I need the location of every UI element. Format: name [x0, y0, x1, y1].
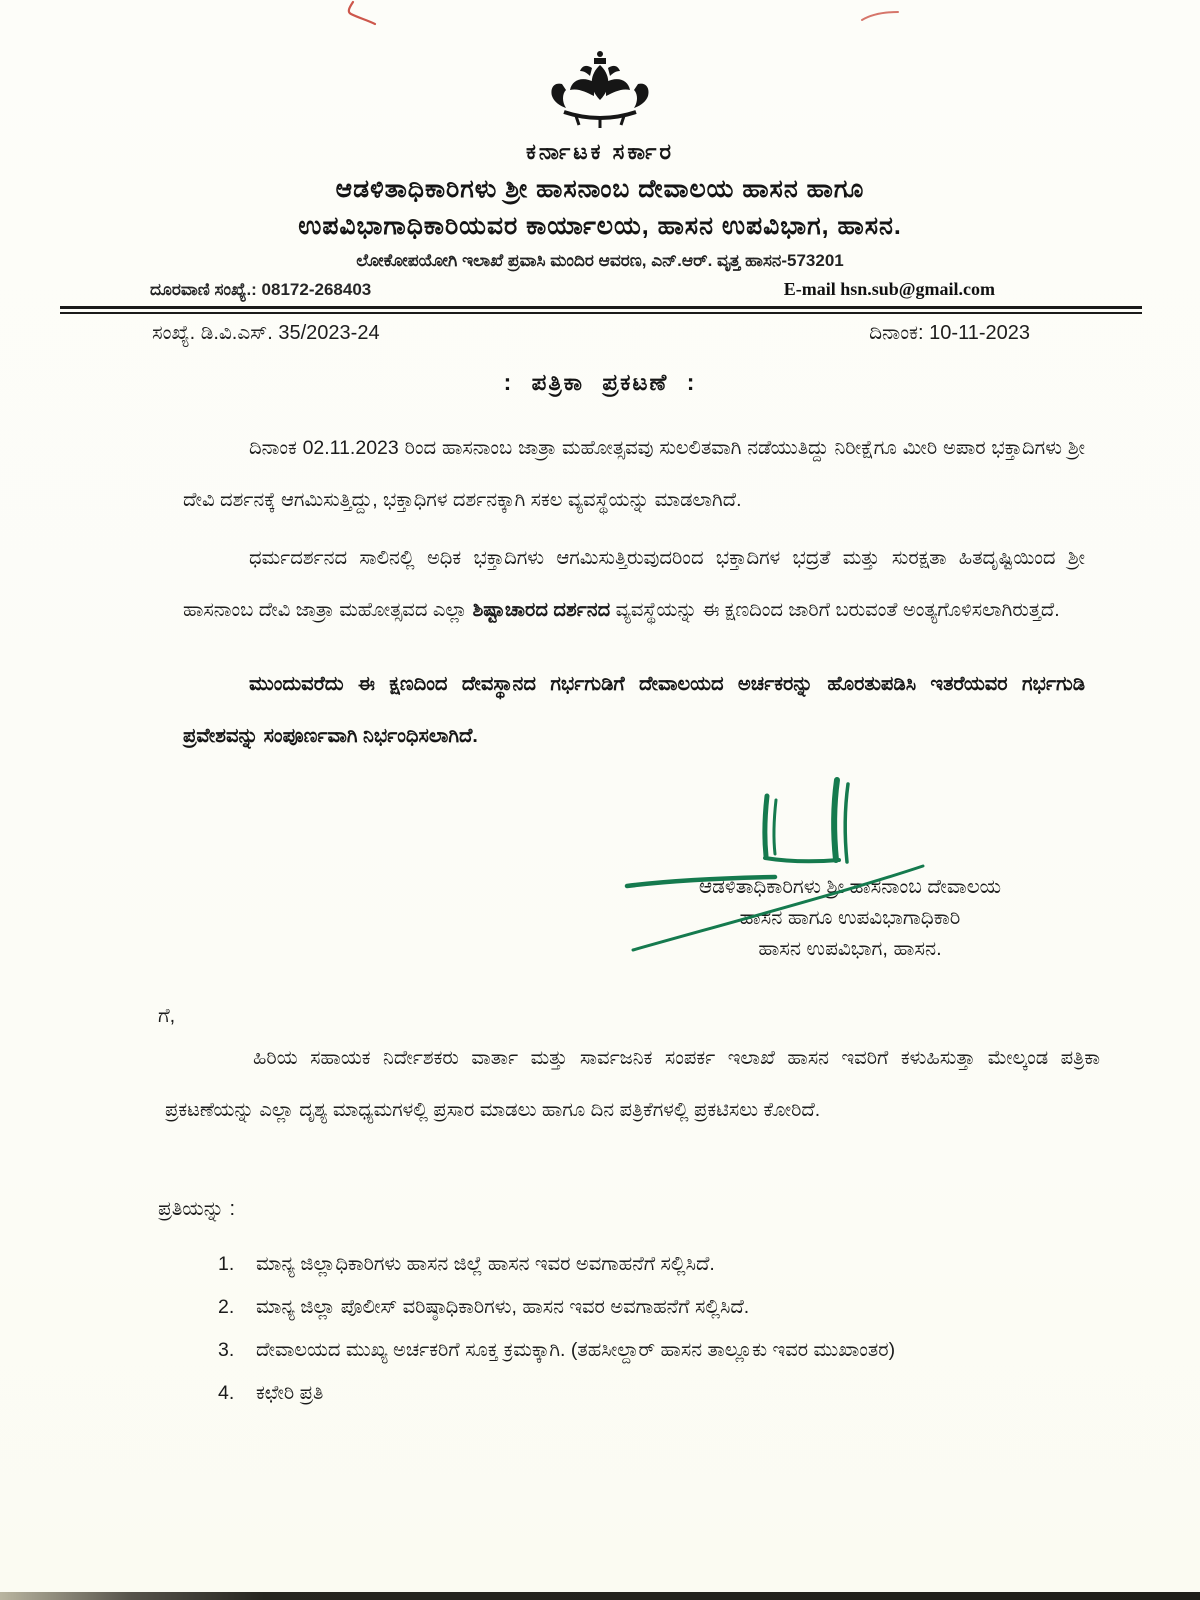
phone-number: ದೂರವಾಣಿ ಸಂಖ್ಯೆ.: 08172-268403: [150, 280, 372, 299]
office-address: ಲೋಕೋಪಯೋಗಿ ಇಲಾಖೆ ಪ್ರವಾಸಿ ಮಂದಿರ ಆವರಣ, ಎನ್.ಆರ್. ವೃತ್ತ ಹಾಸನ-573201: [356, 251, 844, 270]
copies-heading: ಪ್ರತಿಯನ್ನು :: [158, 1198, 236, 1220]
copy-item-number: 2.: [218, 1296, 235, 1318]
copy-list-item: [218, 1247, 1080, 1281]
addressee-paragraph: ಹಿರಿಯ ಸಹಾಯಕ ನಿರ್ದೇಶಕರು ವಾರ್ತಾ ಮತ್ತು ಸಾರ್ವಜನಿಕ ಸಂಪರ್ಕ ಇಲಾಖೆ ಹಾಸನ ಇವರಿಗೆ ಕಳುಹಿಸುತ್ತಾ ಮೇಲ್ಕಂಡ ಪತ್ರಿಕಾ ಪ್ರಕಟಣೆಯನ್ನು ಎಲ್ಲಾ ದೃಶ್ಯ ಮಾಧ್ಯಮಗಳಲ್ಲಿ ಪ್ರಸಾರ ಮಾಡಲು ಹಾಗೂ ದಿನ ಪತ್ರಿಕೆಗಳಲ್ಲಿ ಪ್ರಕಟಿಸಲು ಕೋರಿದೆ.: [165, 1047, 1100, 1121]
copy-item-number: 3.: [218, 1339, 235, 1361]
paragraph-2-text: ಧರ್ಮದರ್ಶನದ ಸಾಲಿನಲ್ಲಿ ಅಧಿಕ ಭಕ್ತಾದಿಗಳು ಆಗಮಿಸುತ್ತಿರುವುದರಿಂದ ಭಕ್ತಾದಿಗಳ ಭದ್ರತೆ ಮತ್ತು ಸುರಕ್ಷತಾ ಹಿತದೃಷ್ಟಿಯಿಂದ ಶ್ರೀ ಹಾಸನಾಂಬ ದೇವಿ ಜಾತ್ರಾ ಮಹೋತ್ಸವದ ಎಲ್ಲಾ: [183, 547, 1085, 621]
signature-block: [615, 780, 1085, 965]
contact-row: [150, 279, 995, 300]
scanner-edge-artifact: [0, 1592, 1200, 1600]
email-address: E-mail hsn.sub@gmail.com: [783, 279, 995, 299]
reference-row: [152, 322, 1030, 345]
copy-list-item: [218, 1290, 1080, 1324]
copy-item-number: 1.: [218, 1253, 235, 1275]
copy-item-text: ಕಛೇರಿ ಪ್ರತಿ: [256, 1382, 324, 1404]
signatory-designation-line1: ಆಡಳಿತಾಧಿಕಾರಿಗಳು ಶ್ರೀ ಹಾಸನಾಂಬ ದೇವಾಲಯ: [698, 876, 1002, 898]
signatory-designation-line2: ಹಾಸನ ಹಾಗೂ ಉಪವಿಭಾಗಾಧಿಕಾರಿ: [739, 907, 961, 929]
office-name-line1: ಆಡಳಿತಾಧಿಕಾರಿಗಳು ಶ್ರೀ ಹಾಸನಾಂಬ ದೇವಾಲಯ ಹಾಸನ ಹಾಗೂ: [335, 175, 865, 203]
header-emblem-block: [0, 0, 1200, 137]
office-name-line2: ಉಪವಿಭಾಗಾಧಿಕಾರಿಯವರ ಕಾರ್ಯಾಲಯ, ಹಾಸನ ಉಪವಿಭಾಗ, ಹಾಸನ.: [298, 212, 902, 240]
body-paragraph-2: [183, 532, 1085, 636]
copy-item-text: ಮಾನ್ಯ ಜಿಲ್ಲಾ ಪೊಲೀಸ್ ವರಿಷ್ಠಾಧಿಕಾರಿಗಳು, ಹಾಸನ ಇವರ ಅವಗಾಹನೆಗೆ ಸಲ್ಲಿಸಿದೆ.: [256, 1296, 750, 1318]
paragraph-2-text-end: ವ್ಯವಸ್ಥೆಯನ್ನು ಈ ಕ್ಷಣದಿಂದ ಜಾರಿಗೆ ಬರುವಂತೆ ಅಂತ್ಯಗೊಳಿಸಲಾಗಿರುತ್ತದೆ.: [610, 599, 1060, 621]
addressee-salutation: ಗೆ,: [158, 1005, 176, 1027]
copy-item-text: ಮಾನ್ಯ ಜಿಲ್ಲಾಧಿಕಾರಿಗಳು ಹಾಸನ ಜಿಲ್ಲೆ ಹಾಸನ ಇವರ ಅವಗಾಹನೆಗೆ ಸಲ್ಲಿಸಿದೆ.: [256, 1253, 715, 1275]
copy-item-text: ದೇವಾಲಯದ ಮುಖ್ಯ ಅರ್ಚಕರಿಗೆ ಸೂಕ್ತ ಕ್ರಮಕ್ಕಾಗಿ. (ತಹಸೀಲ್ದಾರ್ ಹಾಸನ ತಾಲ್ಲೂಕು ಇವರ ಮುಖಾಂತರ): [256, 1339, 896, 1361]
reference-number: ಸಂಖ್ಯೆ. ಡಿ.ವಿ.ಎಸ್. 35/2023-24: [152, 322, 380, 344]
document-title: : ಪತ್ರಿಕಾ ಪ್ರಕಟಣೆ :: [503, 369, 697, 395]
copy-list-item: [218, 1376, 1080, 1410]
copies-list: [218, 1247, 1080, 1410]
paragraph-2-bold-segment: ಶಿಷ್ಟಾಚಾರದ ದರ್ಶನದ: [472, 599, 611, 621]
emblem-caption: ಕರ್ನಾಟಕ ಸರ್ಕಾರ: [525, 139, 675, 164]
karnataka-emblem-icon: [542, 50, 658, 132]
body-paragraph-3: ಮುಂದುವರೆದು ಈ ಕ್ಷಣದಿಂದ ದೇವಸ್ಥಾನದ ಗರ್ಭಗುಡಿಗೆ ದೇವಾಲಯದ ಅರ್ಚಕರನ್ನು ಹೊರತುಪಡಿಸಿ ಇತರೆಯವರ ಗರ್ಭಗುಡಿ ಪ್ರವೇಶವನ್ನು ಸಂಪೂರ್ಣವಾಗಿ ನಿರ್ಭಂಧಿಸಲಾಗಿದೆ.: [183, 673, 1085, 747]
header-divider-rule: [60, 306, 1142, 314]
copy-list-item: [218, 1333, 1080, 1367]
signatory-designation-line3: ಹಾಸನ ಉಪವಿಭಾಗ, ಹಾಸನ.: [758, 938, 942, 960]
letter-date: ದಿನಾಂಕ: 10-11-2023: [869, 322, 1030, 344]
body-paragraph-1: ದಿನಾಂಕ 02.11.2023 ರಿಂದ ಹಾಸನಾಂಬ ಜಾತ್ರಾ ಮಹೋತ್ಸವವು ಸುಲಲಿತವಾಗಿ ನಡೆಯುತಿದ್ದು ನಿರೀಕ್ಷೆಗೂ ಮೀರಿ ಅಪಾರ ಭಕ್ತಾದಿಗಳು ಶ್ರೀ ದೇವಿ ದರ್ಶನಕ್ಕೆ ಆಗಮಿಸುತ್ತಿದ್ದು, ಭಕ್ತಾಧಿಗಳ ದರ್ಶನಕ್ಕಾಗಿ ಸಕಲ ವ್ಯವಸ್ಥೆಯನ್ನು ಮಾಡಲಾಗಿದೆ.: [183, 437, 1085, 511]
copy-item-number: 4.: [218, 1382, 235, 1404]
